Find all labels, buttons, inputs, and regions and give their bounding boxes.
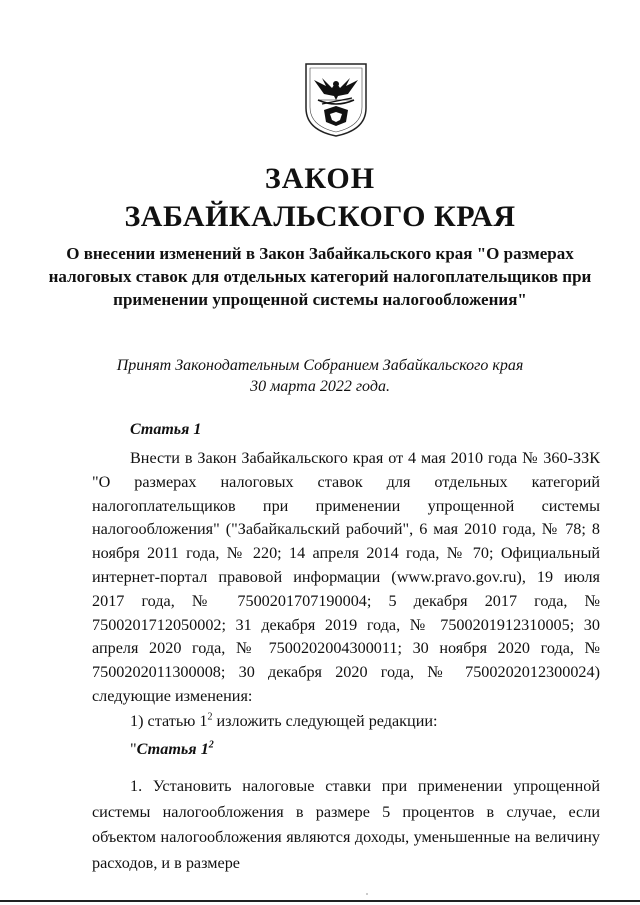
scan-speck [366, 893, 368, 895]
coat-of-arms-icon [302, 60, 370, 138]
page-edge [0, 900, 640, 902]
adoption-note [60, 355, 580, 397]
superscript: 2 [208, 739, 214, 751]
article-paragraph: Внести в Закон Забайкальского края от 4 мая 2010 года № 360-ЗЗК "О размерах налоговых ставок для отдельных категорий налогоплательщиков при применении упрощенной системы налогообложения" ("Забайкальский рабочий", 6 мая 2010 года, № 78; 8 ноября 2011 года, № 220; 14 апреля 2014 года, № 70; Официальный интернет-портал правовой информации (www.pravo.gov.ru), 19 июля 2017 года, № 7500201707190004; 5 декабря 2017 года, № 7500201712050002; 31 декабря 2019 года, № 7500201912310005; 30 апреля 2020 года, № 7500202004300011; 30 ноября 2020 года, № 7500202011300008; 30 декабря 2020 года, № 7500202012300024) следующие изменения: [92, 449, 600, 705]
open-quote: " [130, 740, 137, 758]
article-heading: Статья 1 [130, 421, 202, 438]
quoted-point: 1. Установить налоговые ставки при применении упрощенной системы налогообложения в размере 5 процентов в случае, если объектом налогообложения являются доходы, уменьшенные на величину расходов, и в размере [92, 777, 600, 872]
amendment-item [92, 710, 600, 734]
law-title: ЗАКОН [264, 162, 376, 195]
quoted-heading-text: Статья 1 [136, 740, 209, 758]
adoption-date: 30 марта 2022 года. [250, 378, 390, 395]
amendment-item-text: 1) статью 1 [130, 712, 208, 730]
amendment-item-suffix: изложить следующей редакции: [212, 712, 438, 730]
law-subtitle: О внесении изменений в Закон Забайкальского края "О размерах налоговых ставок для отдельных категорий налогоплательщиков при применении упрощенной системы налогообложения" [48, 244, 592, 309]
quoted-article-heading [130, 738, 600, 762]
superscript: 2 [207, 711, 213, 723]
region-title: ЗАБАЙКАЛЬСКОГО КРАЯ [124, 200, 516, 233]
adoption-note-body: Принят Законодательным Собранием Забайкальского края [116, 357, 524, 374]
